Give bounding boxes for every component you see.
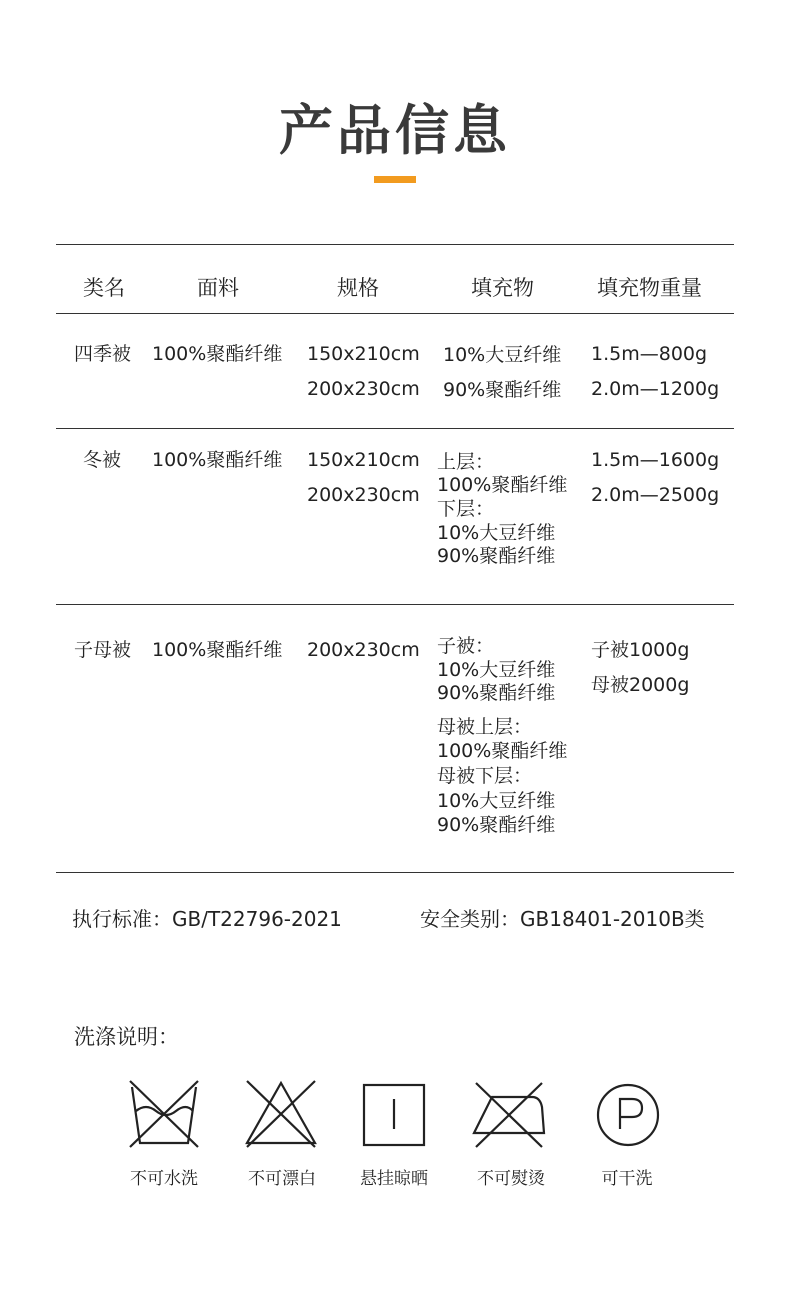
- wash-label: 可干洗: [601, 1169, 653, 1189]
- row-rule: [56, 428, 734, 429]
- row-size: 150x210cm: [307, 449, 420, 471]
- row-fill-line: 90%聚酯纤维: [437, 545, 556, 567]
- row-fabric: 100%聚酯纤维: [152, 639, 283, 661]
- page-title: 产品信息: [279, 99, 511, 162]
- row-fill-line: 10%大豆纤维: [443, 344, 562, 366]
- row-weight: 1.5m—1600g: [591, 449, 720, 471]
- row-size: 200x230cm: [307, 639, 420, 661]
- row-name: 冬被: [83, 449, 122, 471]
- wash-label: 悬挂晾晒: [360, 1169, 428, 1189]
- no-iron-icon: [470, 1077, 546, 1153]
- wash-label: 不可熨烫: [477, 1169, 545, 1189]
- row-size: 200x230cm: [307, 484, 420, 506]
- row-fill-line: 90%聚酯纤维: [437, 814, 556, 836]
- no-wash-icon: [126, 1077, 202, 1153]
- row-weight: 1.5m—800g: [591, 343, 708, 365]
- row-fill-line: 子被：: [437, 635, 495, 657]
- header-size: 规格: [337, 276, 379, 300]
- row-weight: 母被2000g: [591, 674, 690, 696]
- header-fabric: 面料: [197, 276, 239, 300]
- row-weight: 2.0m—1200g: [591, 378, 720, 400]
- safety-category: 安全类别：GB18401-2010B类: [420, 907, 705, 931]
- execution-standard: 执行标准：GB/T22796-2021: [72, 907, 342, 931]
- header-fill-weight: 填充物重量: [597, 276, 702, 300]
- row-fill-line: 母被下层：: [437, 765, 533, 787]
- row-fill-line: 10%大豆纤维: [437, 659, 556, 681]
- row-fill-line: 10%大豆纤维: [437, 522, 556, 544]
- wash-instructions-title: 洗涤说明：: [74, 1025, 179, 1049]
- row-fill-line: 母被上层：: [437, 716, 533, 738]
- row-fill-line: 100%聚酯纤维: [437, 474, 568, 496]
- row-size: 150x210cm: [307, 343, 420, 365]
- row-fill-line: 90%聚酯纤维: [443, 379, 562, 401]
- header-name: 类名: [83, 276, 125, 300]
- wash-label: 不可水洗: [130, 1169, 198, 1189]
- title-accent-bar: [374, 176, 416, 183]
- row-weight: 子被1000g: [591, 639, 690, 661]
- row-weight: 2.0m—2500g: [591, 484, 720, 506]
- line-dry-icon: [356, 1077, 432, 1153]
- row-fill-line: 100%聚酯纤维: [437, 740, 568, 762]
- row-fill-line: 90%聚酯纤维: [437, 682, 556, 704]
- row-fabric: 100%聚酯纤维: [152, 343, 283, 365]
- no-bleach-icon: [243, 1077, 319, 1153]
- row-fill-line: 10%大豆纤维: [437, 790, 556, 812]
- row-size: 200x230cm: [307, 378, 420, 400]
- table-top-rule: [56, 244, 734, 245]
- row-rule: [56, 604, 734, 605]
- row-name: 四季被: [74, 343, 132, 365]
- row-fill-line: 上层：: [437, 451, 495, 473]
- dry-clean-p-icon: [590, 1077, 666, 1153]
- row-fabric: 100%聚酯纤维: [152, 449, 283, 471]
- wash-label: 不可漂白: [248, 1169, 316, 1189]
- header-fill: 填充物: [471, 276, 534, 300]
- row-fill-line: 下层：: [437, 498, 495, 520]
- table-bottom-rule: [56, 872, 734, 873]
- row-name: 子母被: [74, 639, 132, 661]
- header-rule: [56, 313, 734, 314]
